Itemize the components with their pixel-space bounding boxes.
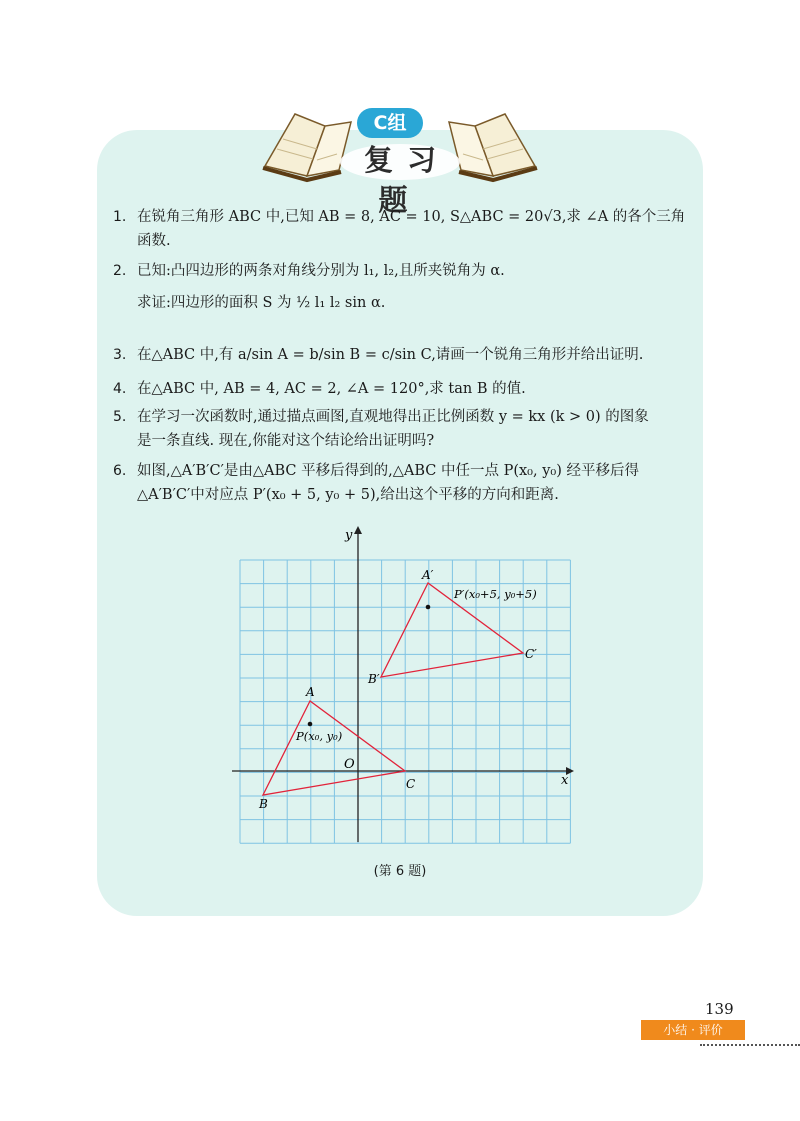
label-c: C [406,777,416,791]
label-b: B [259,797,268,811]
label-c1: C′ [525,647,537,661]
grid [240,560,570,843]
problem-text [137,343,693,367]
x-axis-label: x [561,773,569,788]
coordinate-figure [228,522,578,852]
problem-line: 在△ABC 中, AB = 4, AC = 2, ∠A = 120°,求 tan B 的值. [137,381,526,397]
label-b1: B′ [368,672,380,686]
label-a1: A′ [422,568,434,582]
label-a: A [306,685,315,699]
problem-number: 6. [113,463,127,479]
problem-line: 在△ABC 中,有 a/sin A = b/sin B = c/sin C,请画一个锐角三角形并给出证明. [137,347,644,363]
page-number: 139 [705,1000,734,1018]
label-p: P(x₀, y₀) [296,729,343,743]
y-axis-arrow [354,526,362,534]
point-p [308,722,313,727]
y-axis-label: y [345,528,353,543]
problem-number: 5. [113,409,127,425]
problem-line: 是一条直线. 现在,你能对这个结论给出证明吗? [137,433,435,449]
problem-line: 在学习一次函数时,通过描点画图,直观地得出正比例函数 y = kx (k > 0) 的图象 [137,409,649,425]
problem-number: 1. [113,209,127,225]
dotted-rule [700,1044,800,1046]
origin-label: O [344,757,355,772]
section-tab: 小结 · 评价 [641,1020,745,1040]
problem-line: △A′B′C′中对应点 P′(x₀ + 5, y₀ + 5),给出这个平移的方向和距离. [137,487,559,503]
group-badge: C组 [357,108,423,138]
problem-number: 3. [113,347,127,363]
problem-text [137,405,693,453]
problem-text [137,459,693,507]
problem-text [137,259,693,315]
label-p1: P′(x₀+5, y₀+5) [454,587,537,601]
figure-caption: (第 6 题) [373,864,427,879]
problem-text [137,377,693,401]
point-p1 [426,605,431,610]
problem-line: 函数. [137,233,171,249]
problem-line: 在锐角三角形 ABC 中,已知 AB = 8, AC = 10, S△ABC = 20√3,求 ∠A 的各个三角 [137,209,686,225]
problem-line: 已知:凸四边形的两条对角线分别为 l₁, l₂,且所夹锐角为 α. [137,263,505,279]
problem-number: 4. [113,381,127,397]
problem-line: 如图,△A′B′C′是由△ABC 平移后得到的,△ABC 中任一点 P(x₀, y₀) 经平移后得 [137,463,639,479]
problem-text [137,205,693,253]
problem-line: 求证:四边形的面积 S 为 ½ l₁ l₂ sin α. [137,295,386,311]
page-title: 复习题 [363,143,450,217]
problem-number: 2. [113,263,127,279]
